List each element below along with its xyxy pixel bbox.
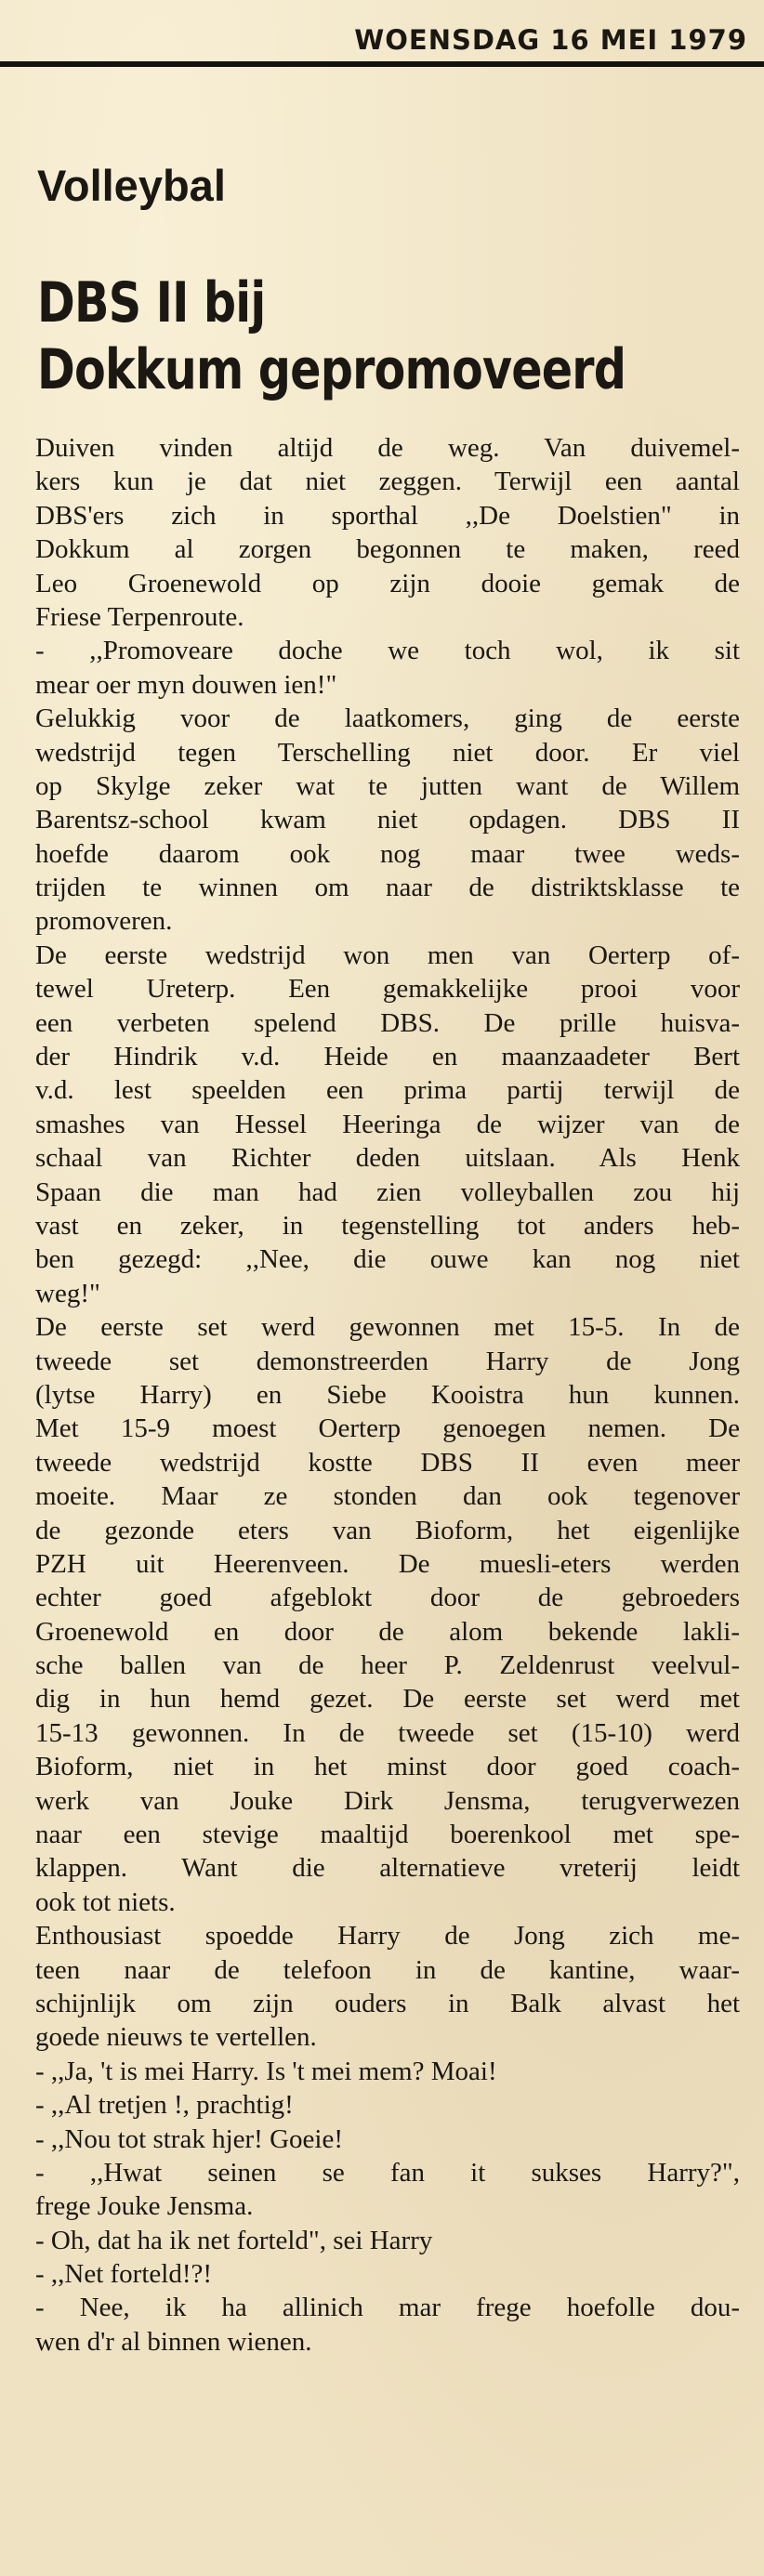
dateline-bar (0, 17, 764, 67)
article-line: klappen. Want die alternatieve vreterij leidt (35, 1853, 740, 1884)
article-line: Met 15-9 moest Oerterp genoegen nemen. De (35, 1413, 740, 1444)
article-line: Spaan die man had zien volleyballen zou hij (35, 1176, 740, 1207)
article-line: kers kun je dat niet zeggen. Terwijl een aantal (35, 467, 740, 497)
article-line: frege Jouke Jensma. (35, 2191, 254, 2222)
headline-line: Dokkum gepromoveerd (37, 337, 626, 402)
article-line: Friese Terpenroute. (35, 601, 244, 632)
article-line: 15-13 gewonnen. In de tweede set (15-10) werd (35, 1717, 740, 1748)
article-line: ben gezegd: ,,Nee, die ouwe kan nog niet (35, 1244, 740, 1275)
article-line: De eerste set werd gewonnen met 15-5. In de (35, 1312, 740, 1343)
article-line: ook tot niets. (35, 1886, 176, 1917)
article-line: wedstrijd tegen Terschelling niet door. Er viel (35, 737, 740, 768)
article-line: DBS'ers zich in sporthal ,,De Doelstien" in (35, 500, 740, 531)
article-line: der Hindrik v.d. Heide en maanzaadeter Bert (35, 1042, 740, 1072)
article-line: weg!" (35, 1278, 100, 1308)
article-line: mear oer myn douwen ien!" (35, 669, 337, 700)
article-line: echter goed afgeblokt door de gebroeders (35, 1583, 740, 1613)
article-line: - ,,Ja, 't is mei Harry. Is 't mei mem? Moai! (35, 2056, 497, 2086)
article-line: PZH uit Heerenveen. De muesli-eters werden (35, 1548, 740, 1579)
article-line: de gezonde eters van Bioform, het eigenlijke (35, 1515, 740, 1545)
article-line: tewel Ureterp. Een gemakkelijke prooi voor (35, 974, 740, 1005)
article-line: Gelukkig voor de laatkomers, ging de eerste (35, 703, 740, 734)
article-line: v.d. lest speelden een prima partij terwijl de (35, 1075, 740, 1106)
article-line: - ,,Promoveare doche we toch wol, ik sit (35, 636, 740, 666)
article-line: tweede wedstrijd kostte DBS II even meer (35, 1447, 740, 1478)
article-line: trijden te winnen om naar de distriktsklasse te (35, 873, 740, 903)
article-line: - ,,Net forteld!?! (35, 2259, 213, 2290)
article-line: wen d'r al binnen wienen. (35, 2326, 312, 2357)
article-line: Leo Groenewold op zijn dooie gemak de (35, 568, 740, 598)
article-line: - ,,Nou tot strak hjer! Goeie! (35, 2123, 343, 2154)
article-line: werk van Jouke Dirk Jensma, terugverwezen (35, 1785, 740, 1816)
article-line: promoveren. (35, 906, 173, 937)
article-line: (lytse Harry) en Siebe Kooistra hun kunnen. (35, 1379, 740, 1410)
article-line: een verbeten spelend DBS. De prille huisva- (35, 1007, 740, 1038)
article-line: - ,,Hwat seinen se fan it sukses Harry?", (35, 2157, 740, 2188)
article-line: smashes van Hessel Heeringa de wijzer van de (35, 1109, 740, 1139)
article-line: naar een stevige maaltijd boerenkool met spe- (35, 1820, 740, 1850)
article-line: op Skylge zeker wat te jutten want de Willem (35, 770, 740, 801)
article-line: Enthousiast spoedde Harry de Jong zich me- (35, 1921, 740, 1952)
article-line: Bioform, niet in het minst door goed coach- (35, 1752, 740, 1782)
article-line: - Oh, dat ha ik net forteld", sei Harry (35, 2225, 433, 2255)
article-line: vast en zeker, in tegenstelling tot anders heb- (35, 1210, 740, 1241)
article-line: - Nee, ik ha allinich mar frege hoefolle dou- (35, 2293, 740, 2323)
section-heading: Volleybal (37, 161, 226, 210)
article-line: schaal van Richter deden uitslaan. Als Henk (35, 1143, 740, 1174)
article-line: moeite. Maar ze stonden dan ook tegenover (35, 1481, 740, 1512)
headline-line: DBS II bij (37, 270, 266, 335)
article-line: tweede set demonstreerden Harry de Jong (35, 1346, 740, 1376)
article-line: goede nieuws te vertellen. (35, 2022, 317, 2053)
headline (37, 269, 626, 403)
article-line: Dokkum al zorgen begonnen te maken, reed (35, 534, 740, 565)
article-line: sche ballen van de heer P. Zeldenrust veelvul- (35, 1650, 740, 1681)
article-line: dig in hun hemd gezet. De eerste set werd met (35, 1684, 740, 1715)
dateline: WOENSDAG 16 MEI 1979 (354, 24, 747, 56)
article-line: hoefde daarom ook nog maar twee weds- (35, 838, 740, 869)
article-body (35, 431, 740, 2359)
article-line: schijnlijk om zijn ouders in Balk alvast het (35, 1988, 740, 2018)
article-line: De eerste wedstrijd won men van Oerterp of- (35, 940, 740, 970)
article-line: - ,,Al tretjen !, prachtig! (35, 2090, 294, 2121)
article-line: Duiven vinden altijd de weg. Van duivemel- (35, 433, 740, 463)
article-line: Barentsz-school kwam niet opdagen. DBS II (35, 805, 740, 835)
article-line: teen naar de telefoon in de kantine, waar- (35, 1954, 740, 1985)
article-line: Groenewold en door de alom bekende lakli- (35, 1616, 740, 1647)
